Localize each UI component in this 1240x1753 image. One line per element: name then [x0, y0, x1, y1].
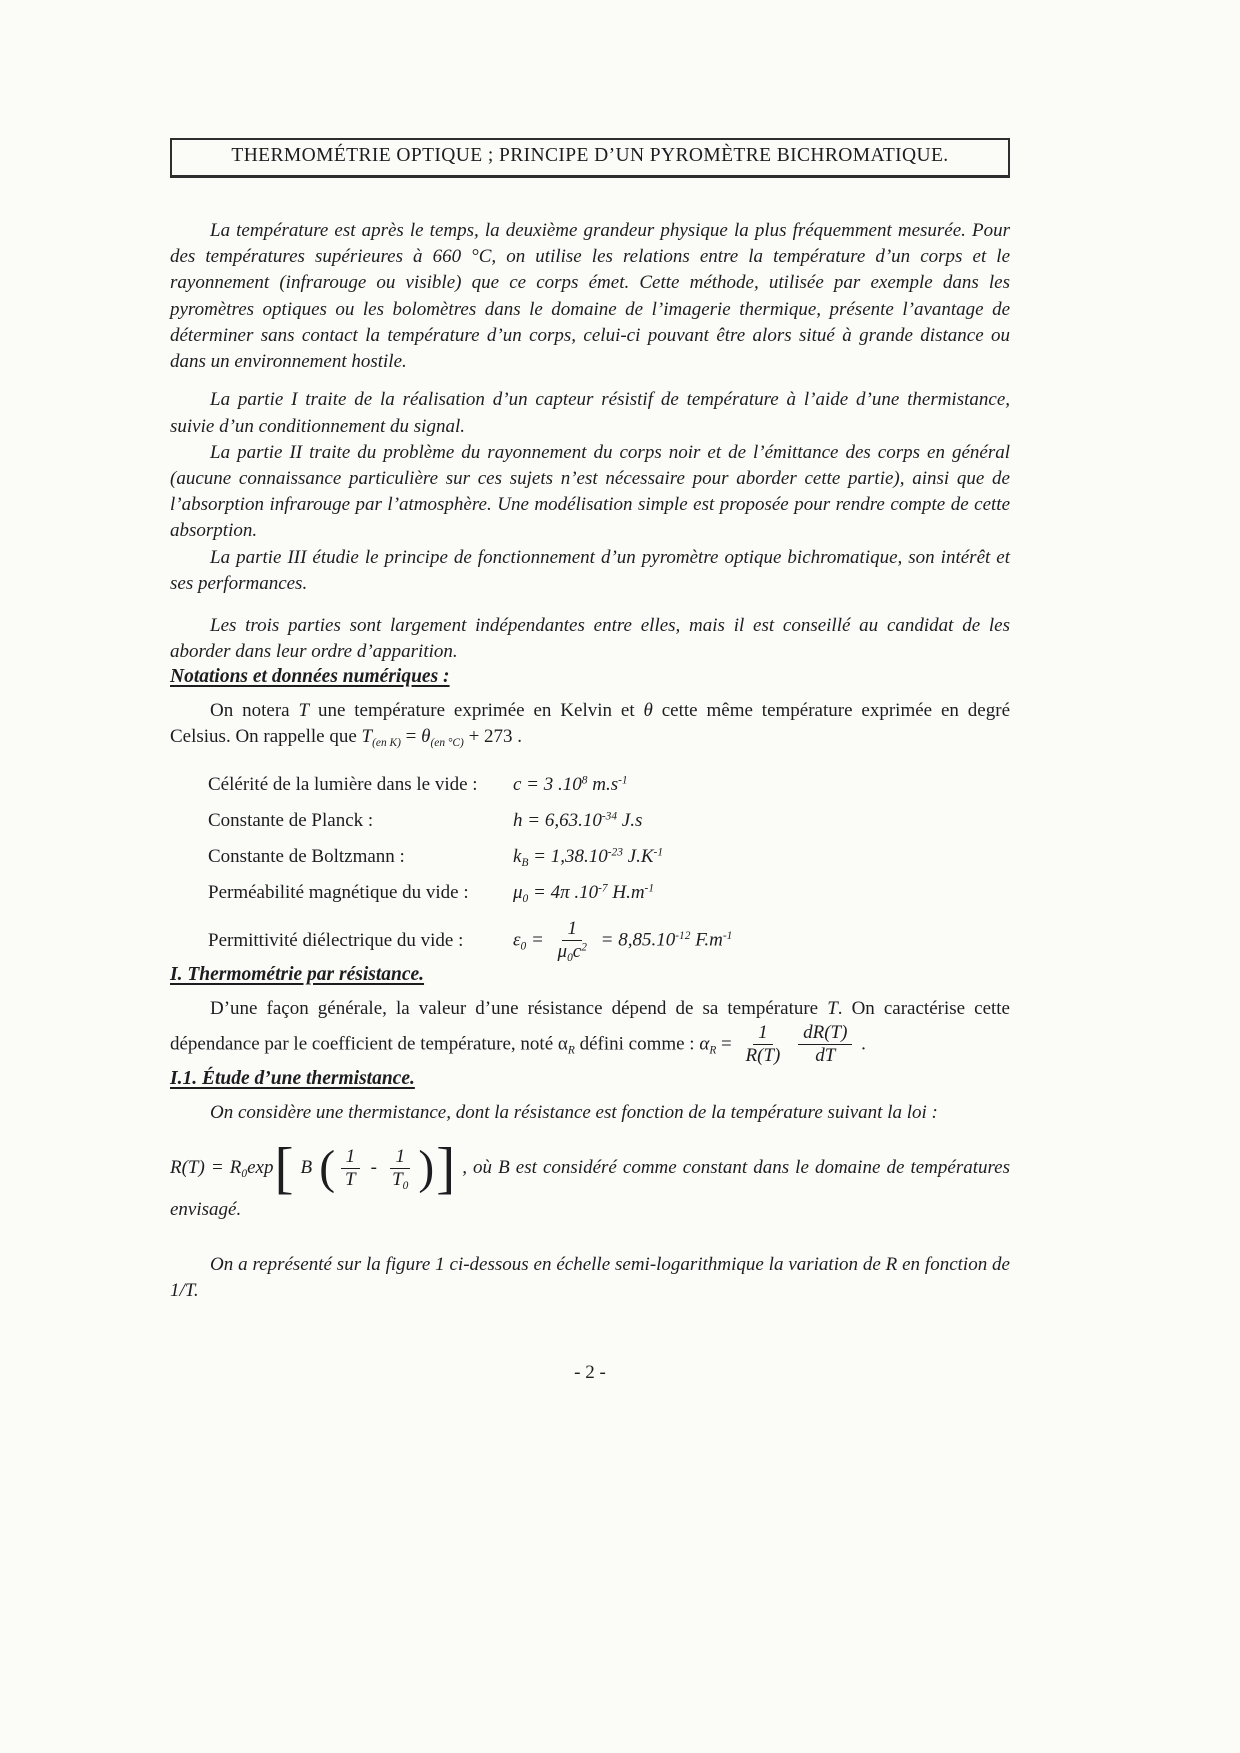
fraction: $\frac{1}{T_0}$ — [392, 1145, 409, 1192]
page-number: - 2 - — [574, 1362, 606, 1384]
thermistance-intro-paragraph: On considère une thermistance, dont la résistance est fonction de la température suivant la loi : — [210, 1101, 938, 1123]
notations-intro-paragraph: On notera T une température exprimée en Kelvin et θ cette même température exprimée en degré Celsius. On rappelle que $T_{(en K)} = \theta_{(en ^\circ C)} + 273$ . — [170, 699, 1010, 749]
fraction: $\frac{1}{R(T)}$ — [745, 1021, 781, 1067]
intro-paragraph: La température est après le temps, la deuxième grandeur physique la plus fréquemment mesurée. Pour des températures supérieures à 660 °C, on utilise les relations entre la température d’un corps et le rayonnement (infrarouge ou visible) que ce corps émet. Cette méthode, utilisée par exemple dans les pyromètres optiques ou les bolomètres dans le domaine de l’imagerie thermique, présente l’avantage de déterminer sans contact la température d’un corps, celui-ci pouvant être alors situé à grande distance ou dans un environnement hostile. — [170, 220, 1010, 373]
section1-paragraph: D’une façon générale, la valeur d’une résistance dépend de sa température T. On caractérise cette dépendance par le coefficient de température, noté $\alpha_R$ défini comme : $\alpha_R$ = $\frac{1}{R(T)}$ $\frac{dR(T)}{dT}$ . — [170, 997, 1010, 1067]
fraction: $\frac{1}{\mu_0c^2}$ — [557, 917, 587, 965]
advice-paragraph: Les trois parties sont largement indépendantes entre elles, mais il est conseillé au candidat de les aborder dans leur ordre d’apparition. — [170, 615, 1010, 663]
section11-heading: I.1. Étude d’une thermistance. — [170, 1067, 415, 1089]
section1-heading: I. Thermométrie par résistance. — [170, 963, 425, 985]
part1-summary-paragraph: La partie I traite de la réalisation d’un capteur résistif de température à l’aide d’une thermistance, suivie d’un conditionnement du signal. — [170, 389, 1010, 437]
part2-summary-paragraph: La partie II traite du problème du rayonnement du corps noir et de l’émittance des corps en général (aucune connaissance particulière sur ces sujets n’est nécessaire pour aborder cette partie), ainsi que de l’absorption infrarouge par l’atmosphère. Une modélisation simple est proposée pour rendre compte de cette absorption. — [170, 441, 1010, 542]
notations-heading: Notations et données numériques : — [170, 665, 450, 687]
constant-formula: $h = 6,63.10^{-34}$ J.s — [513, 809, 643, 831]
constant-label: Constante de Planck : — [208, 809, 374, 831]
title-box — [170, 138, 1010, 178]
constant-formula: c = 3 $.10^8$ $m.s^{-1}$ — [513, 773, 628, 795]
constant-label: Constante de Boltzmann : — [208, 845, 405, 867]
figure-reference-paragraph: On a représenté sur la figure 1 ci-dessous en échelle semi-logarithmique la variation de R en fonction de 1/T. — [170, 1253, 1010, 1301]
document-title: THERMOMÉTRIE OPTIQUE ; PRINCIPE D’UN PYROMÈTRE BICHROMATIQUE. — [231, 145, 949, 166]
constants-table — [170, 774, 1010, 964]
fraction: $\frac{1}{T}$ — [340, 1146, 361, 1192]
constant-label: Perméabilité magnétique du vide : — [208, 881, 469, 903]
constant-label: Célérité de la lumière dans le vide : — [208, 773, 478, 795]
thermistance-law-paragraph: $R(T) = R_0\exp$[ B ( $\frac{1}{T}$ - $\frac{1}{T_0}$ )] , où B est considéré comme constant dans le domaine de températures envisagé. — [170, 1137, 1011, 1220]
fraction: $\frac{dR(T)}{dT}$ — [798, 1022, 852, 1068]
part3-summary-paragraph: La partie III étudie le principe de fonctionnement d’un pyromètre optique bichromatique, son intérêt et ses performances. — [170, 546, 1010, 594]
constant-formula: $\mu_0 = 4\pi$ $.10^{-7}$ $H.m^{-1}$ — [513, 881, 655, 905]
constant-label: Permittivité diélectrique du vide : — [208, 929, 464, 951]
constant-formula: $k_B = 1,38.10^{-23}$ $J.K^{-1}$ — [513, 845, 664, 869]
constant-formula: $\varepsilon_0$ = $\frac{1}{\mu_0c^2}$ = $8,85.10^{-12}$ $F.m^{-1}$ — [513, 917, 733, 965]
